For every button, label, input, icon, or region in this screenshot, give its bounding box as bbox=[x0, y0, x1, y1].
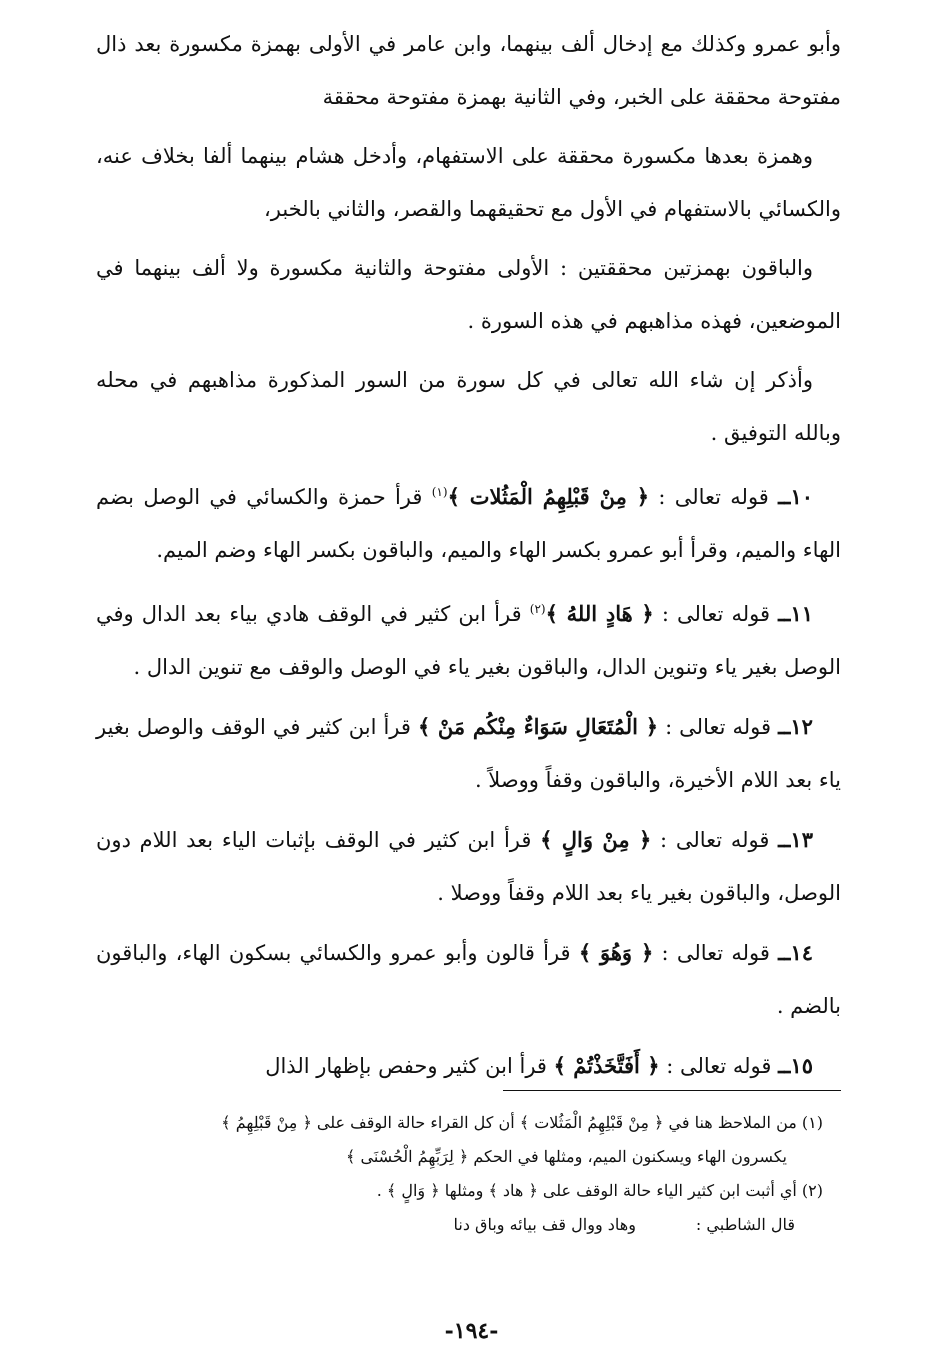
item-number: ١٢ــ bbox=[778, 714, 813, 739]
page-number: -١٩٤- bbox=[444, 1318, 499, 1344]
main-text bbox=[96, 18, 841, 1099]
item-text: قرأ قالون وأبو عمرو والكسائي بسكون الهاء، والباقون بالضم . bbox=[96, 941, 841, 1018]
item-text: قرأ ابن كثير في الوقف والوصل بغير ياء بعد اللام الأخيرة، والباقون وقفاً ووصلاً . bbox=[96, 715, 841, 792]
quran-phrase: ﴿ الْمُتَعَالِ سَوَاءٌ مِنْكُم مَنْ ﴾ bbox=[417, 714, 659, 739]
item-number: ١٥ــ bbox=[778, 1053, 813, 1078]
poem-verse: وهاد ووال قف بيائه وباق دنا bbox=[453, 1215, 636, 1234]
reading-item bbox=[96, 583, 841, 694]
item-number: ١٤ــ bbox=[778, 940, 813, 965]
item-intro: قوله تعالى : bbox=[666, 1054, 772, 1078]
paragraph: وأذكر إن شاء الله تعالى في كل سورة من السور المذكورة مذاهبهم في محله وبالله التوفيق . bbox=[96, 368, 841, 445]
footnote-1: (١) من الملاحظ هنا في ﴿ مِنْ قَبْلِهِمُ الْمَثُلات ﴾ أن كل القراء حالة الوقف على ﴿ مِنْ قَبْلِهِمُ ﴾ bbox=[221, 1113, 823, 1132]
reading-item bbox=[96, 700, 841, 807]
poem-citation bbox=[96, 1208, 823, 1242]
item-text: قرأ حمزة والكسائي في الوصل بضم الهاء والميم، وقرأ أبو عمرو بكسر الهاء والميم، والباقون بكسر الهاء وضم الميم. bbox=[96, 485, 841, 562]
footnote-2: (٢) أي أثبت ابن كثير الياء حالة الوقف على ﴿ هاد ﴾ ومثلها ﴿ وَالٍ ﴾ . bbox=[376, 1181, 823, 1200]
item-intro: قوله تعالى : bbox=[661, 941, 770, 965]
quran-phrase: ﴿ مِنْ قَبْلِهِمُ الْمَثُلات ﴾ bbox=[447, 484, 650, 509]
item-intro: قوله تعالى : bbox=[665, 715, 772, 739]
footnote-ref: (٢) bbox=[529, 602, 546, 616]
item-intro: قوله تعالى : bbox=[661, 602, 770, 626]
reading-item bbox=[96, 466, 841, 577]
item-intro: قوله تعالى : bbox=[660, 828, 770, 852]
quran-phrase: ﴿ وَهُوَ ﴾ bbox=[578, 940, 654, 965]
paragraph: والباقون بهمزتين محققتين : الأولى مفتوحة والثانية مكسورة ولا ألف بينهما في الموضعين، فهذه مذاهبهم في هذه السورة . bbox=[96, 256, 841, 333]
item-text: قرأ ابن كثير في الوقف بإثبات الياء بعد اللام دون الوصل، والباقون بغير ياء بعد اللام وقفاً ووصلا . bbox=[96, 828, 841, 905]
paragraph: وهمزة بعدها مكسورة محققة على الاستفهام، وأدخل هشام بينهما ألفا بخلاف عنه، والكسائي بالاستفهام في الأول مع تحقيقهما والقصر، والثاني بالخبر، bbox=[96, 144, 841, 221]
reading-item bbox=[96, 813, 841, 920]
poem-label: قال الشاطبي : bbox=[695, 1215, 795, 1234]
footnote-1-continued: يكسرون الهاء ويسكنون الميم، ومثلها في الحكم ﴿ لِرَبِّهِمُ الْحُسْنَى ﴾ bbox=[346, 1147, 787, 1166]
footnotes bbox=[96, 1106, 823, 1242]
item-number: ١٣ــ bbox=[778, 827, 813, 852]
item-text: قرأ ابن كثير في الوقف هادي بياء بعد الدال وفي الوصل بغير ياء وتنوين الدال، والباقون بغير ياء في الوصل والوقف مع تنوين الدال . bbox=[96, 602, 841, 679]
footnote-ref: (١) bbox=[431, 485, 448, 499]
item-text: قرأ ابن كثير وحفص بإظهار الذال bbox=[265, 1054, 547, 1078]
reading-item bbox=[96, 926, 841, 1033]
paragraph: وأبو عمرو وكذلك مع إدخال ألف بينهما، وابن عامر في الأولى بهمزة مكسورة بعد ذال مفتوحة محققة على الخبر، وفي الثانية بهمزة مفتوحة محققة bbox=[96, 32, 841, 109]
item-number: ١١ــ bbox=[778, 601, 813, 626]
reading-item bbox=[96, 1039, 841, 1093]
footnote-divider bbox=[503, 1090, 841, 1091]
quran-phrase: ﴿ هَادٍ اللهُ ﴾ bbox=[545, 601, 654, 626]
item-intro: قوله تعالى : bbox=[658, 485, 769, 509]
item-number: ١٠ــ bbox=[778, 484, 814, 509]
quran-phrase: ﴿ أَفَتَّخَذْتُمْ ﴾ bbox=[553, 1053, 660, 1078]
quran-phrase: ﴿ مِنْ وَالٍ ﴾ bbox=[540, 827, 652, 852]
